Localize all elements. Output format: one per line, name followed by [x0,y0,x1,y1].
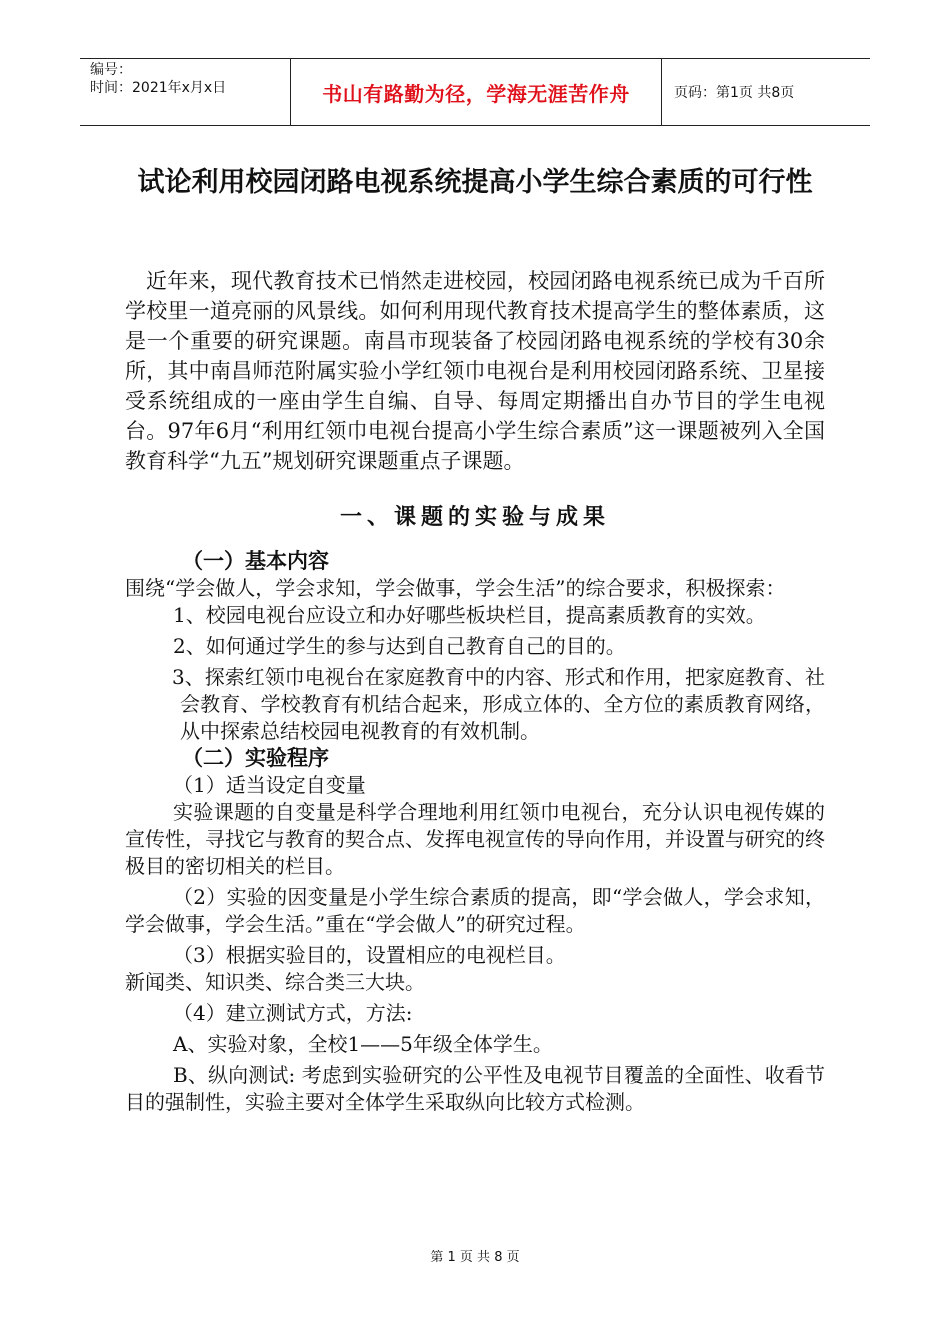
page-footer: 第 1 页 共 8 页 [430,1250,520,1265]
page-info: 页码：第1页 共8页 [674,85,795,101]
page-header [80,58,870,126]
procedure-step-1-text: 实验课题的自变量是科学合理地利用红领巾电视台，充分认识电视传媒的宣传性，寻找它与教育的契合点、发挥电视宣传的导向作用，并设置与研究的终极目的密切相关的栏目。 [125,800,825,878]
intro-paragraph: 近年来，现代教育技术已悄然走进校园，校园闭路电视系统已成为千百所学校里一道亮丽的风景线。如何利用现代教育技术提高学生的整体素质，这是一个重要的研究课题。南昌市现装备了校园闭路电视系统的学校有30余所，其中南昌师范附属实验小学红领巾电视台是利用校园闭路系统、卫星接受系统组成的一座由学生自编、自导、每周定期播出自办节目的学生电视台。97年6月“利用红领巾电视台提高小学生综合素质”这一课题被列入全国教育科学“九五”规划研究课题重点子课题。 [125,269,825,473]
basic-item-3: 3、探索红领巾电视台在家庭教育中的内容、形式和作用，把家庭教育、社会教育、学校教育有机结合起来，形成立体的、全方位的素质教育网络，从中探索总结校园电视教育的有效机制。 [172,665,825,743]
procedure-step-4-title: （4）建立测试方式，方法: [173,1001,413,1025]
procedure-step-4-b: B、纵向测试: 考虑到实验研究的公平性及电视节目覆盖的全面性、收看节目的强制性，实验主要对全体学生采取纵向比较方式检测。 [125,1063,825,1114]
procedure-step-2-text: （2）实验的因变量是小学生综合素质的提高，即“学会做人，学会求知，学会做事，学会生活。”重在“学会做人”的研究过程。 [125,885,825,936]
subsection-heading-basic: （一）基本内容 [182,549,329,573]
procedure-step-4-a: A、实验对象，全校1——5年级全体学生。 [173,1032,553,1056]
procedure-step-1-title: （1）适当设定自变量 [173,773,366,797]
procedure-step-3-text: 新闻类、知识类、综合类三大块。 [125,970,425,994]
basic-item-2: 2、如何通过学生的参与达到自己教育自己的目的。 [173,634,626,658]
header-meta [80,59,290,125]
procedure-step-3-title: （3）根据实验目的，设置相应的电视栏目。 [173,943,566,967]
header-motto: 书山有路勤为径，学海无涯苦作舟 [322,81,630,106]
section-heading: 一、课题的实验与成果 [339,505,610,530]
time-label: 时间：2021年x月x日 [90,80,227,96]
document-title: 试论利用校园闭路电视系统提高小学生综合素质的可行性 [137,167,813,198]
subsection-heading-procedure: （二）实验程序 [182,746,329,770]
document-body [125,548,825,1116]
basic-lead: 围绕“学会做人，学会求知，学会做事，学会生活”的综合要求，积极探索： [125,576,786,600]
number-label: 编号： [90,62,132,78]
header-motto-cell [290,59,662,125]
header-page-cell [662,59,870,125]
basic-item-1: 1、校园电视台应设立和办好哪些板块栏目，提高素质教育的实效。 [173,603,766,627]
